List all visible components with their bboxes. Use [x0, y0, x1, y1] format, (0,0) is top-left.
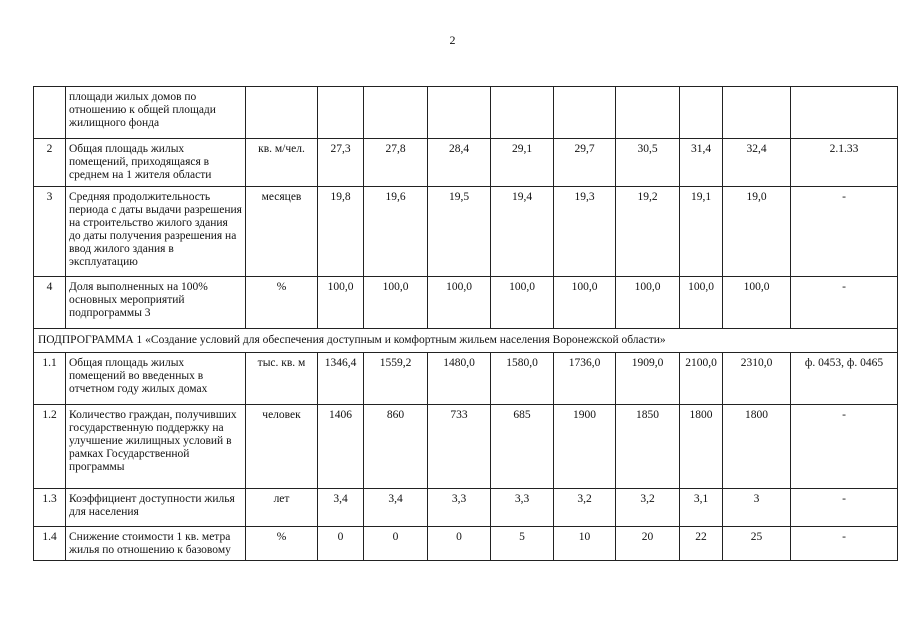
indicator-value — [554, 87, 616, 139]
indicator-value: 3,3 — [428, 489, 491, 527]
indicator-value: 25 — [723, 527, 791, 561]
indicator-value: 30,5 — [616, 139, 680, 187]
indicator-value: 22 — [680, 527, 723, 561]
indicator-value: 1909,0 — [616, 353, 680, 405]
indicator-value: 685 — [491, 405, 554, 489]
indicator-value: 1480,0 — [428, 353, 491, 405]
indicator-value — [680, 87, 723, 139]
indicator-name: Общая площадь жилых помещений во введенных в отчетном году жилых домах — [66, 353, 246, 405]
indicator-value: 3,4 — [318, 489, 364, 527]
indicator-value: 5 — [491, 527, 554, 561]
indicator-value: 19,6 — [364, 187, 428, 277]
row-number: 3 — [34, 187, 66, 277]
unit-of-measure: месяцев — [246, 187, 318, 277]
unit-of-measure: % — [246, 527, 318, 561]
indicator-name: Снижение стоимости 1 кв. метра жилья по отношению к базовому — [66, 527, 246, 561]
table-row — [34, 87, 898, 139]
indicator-value: 10 — [554, 527, 616, 561]
row-number: 1.1 — [34, 353, 66, 405]
indicator-value: 29,7 — [554, 139, 616, 187]
indicator-value: 27,8 — [364, 139, 428, 187]
data-source: - — [791, 277, 898, 329]
indicator-value: 100,0 — [723, 277, 791, 329]
indicator-value: 1736,0 — [554, 353, 616, 405]
unit-of-measure: человек — [246, 405, 318, 489]
data-source: 2.1.33 — [791, 139, 898, 187]
indicator-value — [616, 87, 680, 139]
indicator-value: 20 — [616, 527, 680, 561]
table-row — [34, 277, 898, 329]
table-row — [34, 405, 898, 489]
indicator-value: 28,4 — [428, 139, 491, 187]
indicator-value: 19,4 — [491, 187, 554, 277]
table-row — [34, 139, 898, 187]
section-title: ПОДПРОГРАММА 1 «Создание условий для обеспечения доступным и комфортным жильем населения Воронежской области» — [34, 329, 898, 353]
indicator-value: 0 — [364, 527, 428, 561]
indicator-value: 100,0 — [318, 277, 364, 329]
indicator-value: 100,0 — [491, 277, 554, 329]
table-row — [34, 353, 898, 405]
indicator-value: 1800 — [723, 405, 791, 489]
data-source — [791, 87, 898, 139]
indicator-value: 1580,0 — [491, 353, 554, 405]
indicator-name: Количество граждан, получивших государственную поддержку на улучшение жилищных условий в рамках Государственной программы — [66, 405, 246, 489]
indicator-value — [318, 87, 364, 139]
data-source: - — [791, 187, 898, 277]
indicator-value: 860 — [364, 405, 428, 489]
indicator-value: 19,5 — [428, 187, 491, 277]
table-row — [34, 187, 898, 277]
indicator-name: Коэффициент доступности жилья для населения — [66, 489, 246, 527]
indicator-value: 3,2 — [616, 489, 680, 527]
row-number: 1.4 — [34, 527, 66, 561]
indicator-value: 100,0 — [428, 277, 491, 329]
indicator-value: 0 — [318, 527, 364, 561]
row-number — [34, 87, 66, 139]
row-number: 1.2 — [34, 405, 66, 489]
data-source: - — [791, 489, 898, 527]
indicator-value: 1900 — [554, 405, 616, 489]
indicator-name: Доля выполненных на 100% основных мероприятий подпрограммы 3 — [66, 277, 246, 329]
indicator-value: 19,2 — [616, 187, 680, 277]
indicator-value: 100,0 — [364, 277, 428, 329]
indicator-value: 19,0 — [723, 187, 791, 277]
data-source: - — [791, 527, 898, 561]
row-number: 1.3 — [34, 489, 66, 527]
indicator-value — [364, 87, 428, 139]
indicator-value: 31,4 — [680, 139, 723, 187]
indicator-value: 733 — [428, 405, 491, 489]
indicator-name: площади жилых домов по отношению к общей площади жилищного фонда — [66, 87, 246, 139]
indicator-value: 1800 — [680, 405, 723, 489]
indicator-value: 19,1 — [680, 187, 723, 277]
unit-of-measure: тыс. кв. м — [246, 353, 318, 405]
indicator-value: 0 — [428, 527, 491, 561]
indicator-value — [491, 87, 554, 139]
unit-of-measure: лет — [246, 489, 318, 527]
indicator-value: 3,3 — [491, 489, 554, 527]
unit-of-measure: кв. м/чел. — [246, 139, 318, 187]
indicator-value: 1406 — [318, 405, 364, 489]
indicator-value: 32,4 — [723, 139, 791, 187]
indicator-value: 2100,0 — [680, 353, 723, 405]
unit-of-measure: % — [246, 277, 318, 329]
indicator-name: Общая площадь жилых помещений, приходящаяся в среднем на 1 жителя области — [66, 139, 246, 187]
data-source: ф. 0453, ф. 0465 — [791, 353, 898, 405]
table-row — [34, 527, 898, 561]
indicator-value: 3,4 — [364, 489, 428, 527]
indicator-value: 3 — [723, 489, 791, 527]
indicator-name: Средняя продолжительность периода с даты выдачи разрешения на строительство жилого здания до даты получения разрешения на ввод жилого здания в эксплуатацию — [66, 187, 246, 277]
unit-of-measure — [246, 87, 318, 139]
indicator-value: 19,3 — [554, 187, 616, 277]
indicator-value: 27,3 — [318, 139, 364, 187]
indicator-value — [723, 87, 791, 139]
indicator-value: 29,1 — [491, 139, 554, 187]
data-source: - — [791, 405, 898, 489]
row-number: 4 — [34, 277, 66, 329]
indicator-value: 2310,0 — [723, 353, 791, 405]
indicator-value: 100,0 — [616, 277, 680, 329]
section-header-row — [34, 329, 898, 353]
table-row — [34, 489, 898, 527]
indicator-value: 1346,4 — [318, 353, 364, 405]
indicator-value: 1559,2 — [364, 353, 428, 405]
page-number: 2 — [449, 33, 456, 47]
indicator-value: 19,8 — [318, 187, 364, 277]
indicators-table — [33, 86, 898, 561]
indicator-value: 100,0 — [680, 277, 723, 329]
indicator-value: 3,1 — [680, 489, 723, 527]
indicator-value: 1850 — [616, 405, 680, 489]
row-number: 2 — [34, 139, 66, 187]
indicator-value: 100,0 — [554, 277, 616, 329]
indicator-value — [428, 87, 491, 139]
indicator-value: 3,2 — [554, 489, 616, 527]
